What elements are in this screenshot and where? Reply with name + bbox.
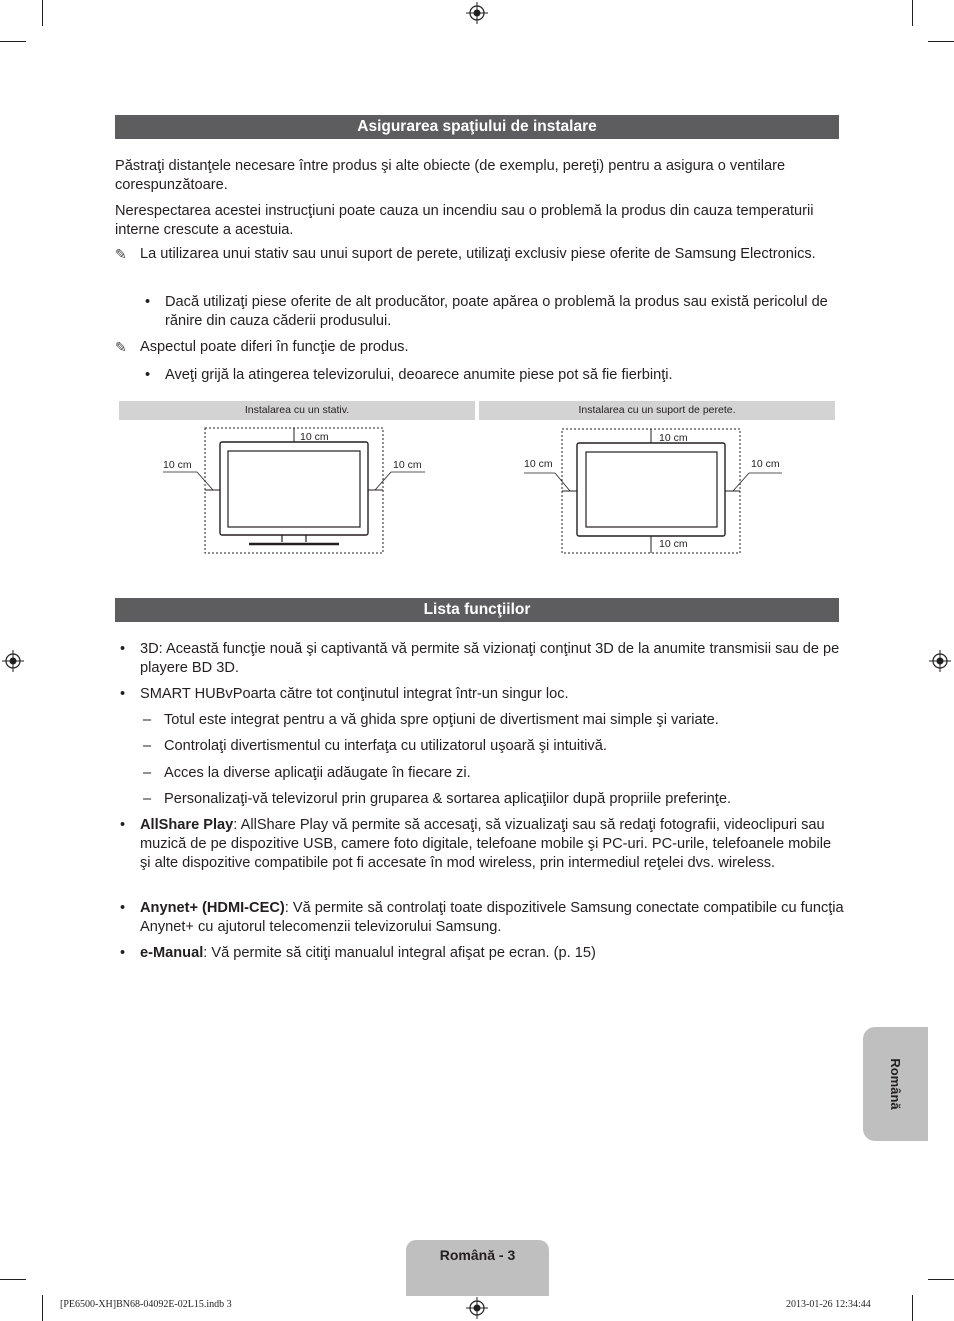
figure-title-wall: Instalarea cu un suport de perete. xyxy=(479,401,835,420)
feature-item-3d xyxy=(120,640,845,678)
crop-mark xyxy=(912,1295,913,1321)
feature-item-emanual xyxy=(120,944,845,963)
registration-mark-icon xyxy=(466,2,488,24)
wall-installation-diagram xyxy=(479,422,835,557)
bullet-item xyxy=(145,293,845,331)
page-number-tab xyxy=(406,1240,549,1296)
bullet-dot-icon: • xyxy=(120,817,126,833)
note-samsung-parts xyxy=(115,245,845,264)
dash-icon: – xyxy=(143,738,152,754)
bullet-text: Aveţi grijă la atingerea televizorului, deoarece anumite piese pot să fie fierbinţi. xyxy=(165,367,673,383)
sub-item-text: Controlaţi divertismentul cu interfaţa cu utilizatorul uşoară şi intuitivă. xyxy=(164,738,607,754)
feature-description: : Vă permite să citiţi manualul integral afişat pe ecran. (p. 15) xyxy=(203,945,596,961)
bullet-dot-icon: • xyxy=(120,900,126,916)
registration-mark-icon xyxy=(466,1297,488,1319)
note-text: Aspectul poate diferi în funcţie de produs. xyxy=(140,339,409,355)
bullet-dot-icon: • xyxy=(120,945,126,961)
feature-item-smart-hub xyxy=(120,685,845,704)
crop-mark xyxy=(42,0,43,26)
paragraph-ventilation: Păstraţi distanţele necesare între produs şi alte obiecte (de exemplu, pereţi) pentru a asigura o ventilare corespunzătoare. xyxy=(115,158,786,193)
crop-mark xyxy=(0,41,26,42)
feature-item-anynet xyxy=(120,899,845,937)
sub-item xyxy=(143,737,843,756)
language-side-tab xyxy=(863,1027,928,1141)
footer-file-info: [PE6500-XH]BN68-04092E-02L15.indb 3 xyxy=(60,1299,232,1310)
sub-item-text: Personalizaţi-vă televizorul prin gruparea & sortarea aplicaţiilor după propriile preferinţe. xyxy=(164,791,732,807)
clearance-top-label: 10 cm xyxy=(300,431,329,443)
bullet-text: Dacă utilizaţi piese oferite de alt producător, poate apărea o problemă la produs sau există pericolul de rănire din cauza căderii produsului. xyxy=(165,294,828,329)
figure-title-stand: Instalarea cu un stativ. xyxy=(119,401,475,420)
feature-item-allshare xyxy=(120,816,845,873)
crop-mark xyxy=(42,1295,43,1321)
section-heading-installation-space: Asigurarea spaţiului de instalare xyxy=(115,115,839,139)
sub-item xyxy=(143,764,843,783)
clearance-left-label: 10 cm xyxy=(524,458,553,470)
feature-description: : Vă permite să controlaţi toate dispozitivele Samsung conectate compatibile cu funcţia Anynet+ cu ajutorul telecomenzii televizorului Samsung. xyxy=(140,900,844,935)
dash-icon: – xyxy=(143,712,152,728)
sub-item xyxy=(143,790,843,809)
registration-mark-icon xyxy=(2,650,24,672)
language-side-tab-label: Română xyxy=(888,1058,903,1110)
feature-term: SMART HUB xyxy=(140,686,226,702)
feature-description: : Această funcţie nouă şi captivantă vă permite să vizionaţi conţinut 3D de la anumite transmisii sau de pe playere BD 3D. xyxy=(140,641,840,676)
feature-description: vPoarta către tot conţinutul integrat într-un singur loc. xyxy=(225,686,569,702)
bullet-item xyxy=(145,366,845,385)
feature-term: AllShare Play xyxy=(140,817,234,833)
pencil-note-icon: ✎ xyxy=(115,339,127,355)
bullet-dot-icon: • xyxy=(145,294,151,310)
crop-mark xyxy=(0,1279,26,1280)
feature-description: : AllShare Play vă permite să accesaţi, să vizualizaţi sau să redaţi fotografii, videoclipuri sau muzică de pe dispozitive USB, camere foto digitale, telefoane mobile şi PC-uri. PC-urile, telefoanele mobile şi alte dispozitive compatibile pot fi accesate în mod wireless, prin intermediul reţelei dvs. wireless. xyxy=(140,817,832,871)
note-appearance xyxy=(115,338,845,357)
clearance-right-label: 10 cm xyxy=(393,459,422,471)
dash-icon: – xyxy=(143,791,152,807)
bullet-dot-icon: • xyxy=(120,686,126,702)
bullet-dot-icon: • xyxy=(145,367,151,383)
registration-mark-icon xyxy=(929,650,951,672)
clearance-bottom-label: 10 cm xyxy=(659,538,688,550)
footer-timestamp: 2013-01-26 12:34:44 xyxy=(786,1299,871,1310)
section-heading-feature-list: Lista funcţiilor xyxy=(115,598,839,622)
note-text: La utilizarea unui stativ sau unui suport de perete, utilizaţi exclusiv piese oferite de Samsung Electronics. xyxy=(140,246,816,262)
crop-mark xyxy=(912,0,913,26)
pencil-note-icon: ✎ xyxy=(115,246,127,262)
paragraph-warning: Nerespectarea acestei instrucţiuni poate cauza un incendiu sau o problemă la produs din cauza temperaturii interne crescute a acestuia. xyxy=(115,203,814,238)
page-number-label: Română - 3 xyxy=(439,1247,516,1263)
sub-item-text: Acces la diverse aplicaţii adăugate în fiecare zi. xyxy=(164,765,471,781)
clearance-top-label: 10 cm xyxy=(659,432,688,444)
bullet-dot-icon: • xyxy=(120,641,126,657)
dash-icon: – xyxy=(143,765,152,781)
sub-item xyxy=(143,711,843,730)
crop-mark xyxy=(928,1279,954,1280)
crop-mark xyxy=(928,41,954,42)
sub-item-text: Totul este integrat pentru a vă ghida spre opţiuni de divertisment mai simple şi variate. xyxy=(164,712,719,728)
feature-term: Anynet+ (HDMI-CEC) xyxy=(140,900,285,916)
feature-term: e-Manual xyxy=(140,945,204,961)
feature-term: 3D xyxy=(140,641,159,657)
clearance-right-label: 10 cm xyxy=(751,458,780,470)
clearance-left-label: 10 cm xyxy=(163,459,192,471)
stand-installation-diagram xyxy=(119,422,475,557)
